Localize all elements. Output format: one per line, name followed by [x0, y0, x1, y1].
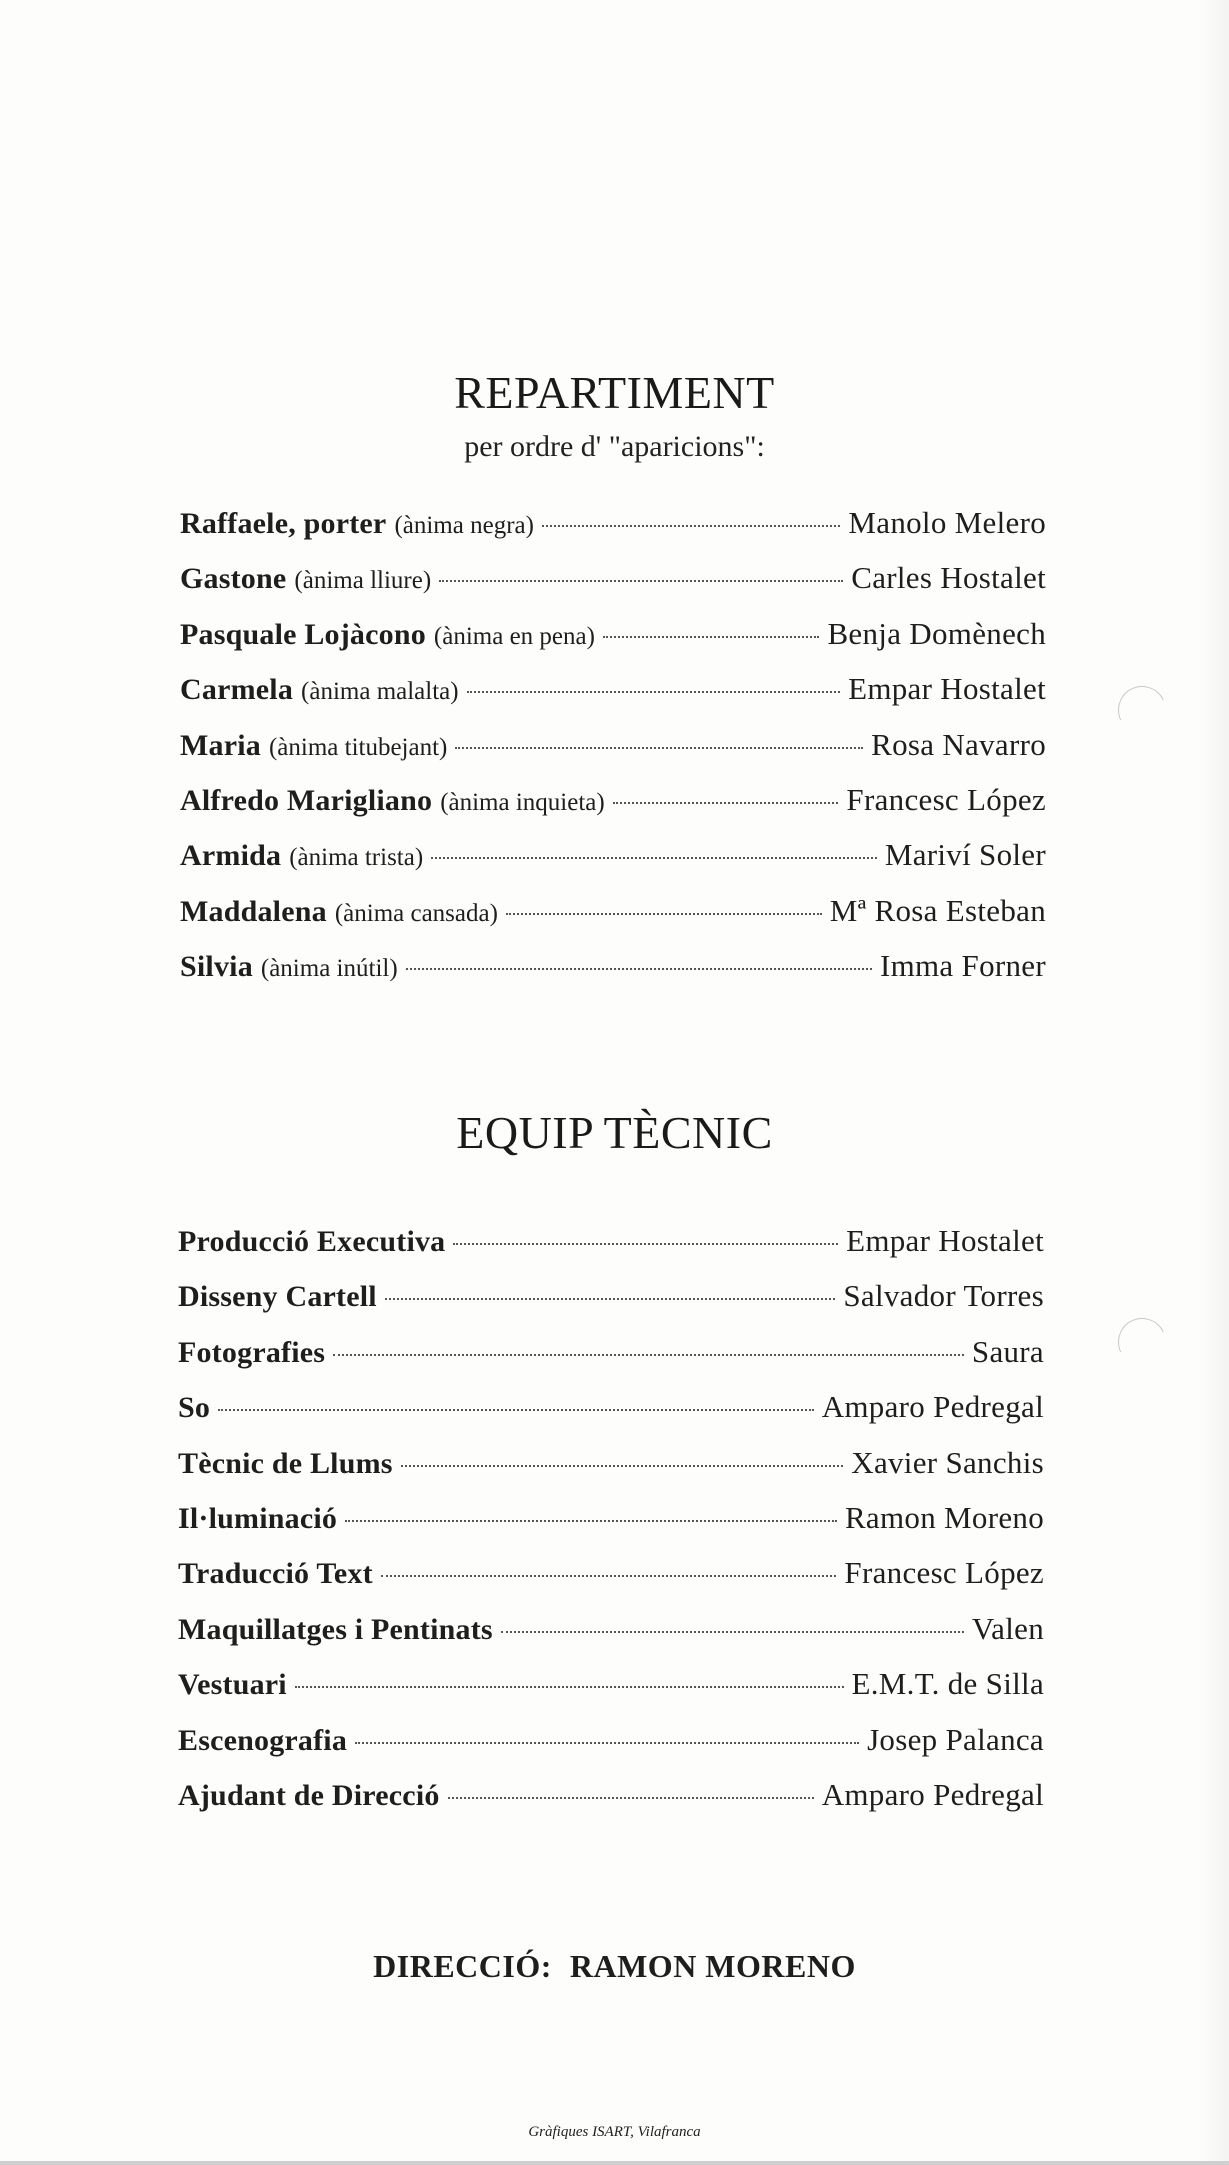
dot-leader — [603, 636, 820, 638]
actor-name: Francesc López — [846, 781, 1046, 817]
crew-row — [178, 1555, 1044, 1610]
cast-row — [180, 560, 1046, 615]
character-note: (ànima inútil) — [260, 955, 398, 983]
character-name: Maria — [180, 728, 261, 762]
actor-name: Mª Rosa Esteban — [829, 892, 1046, 928]
dot-leader — [455, 747, 863, 749]
cast-row — [180, 671, 1046, 726]
actor-name: Empar Hostalet — [848, 671, 1046, 707]
crew-role: Escenografia — [178, 1723, 348, 1757]
crew-list — [178, 1223, 1044, 1832]
crew-row — [178, 1777, 1044, 1832]
cast-list — [180, 505, 1046, 1004]
crew-row — [178, 1389, 1044, 1444]
dot-leader — [385, 1298, 836, 1300]
dot-leader — [355, 1742, 859, 1744]
dot-leader — [439, 580, 843, 582]
dot-leader — [381, 1575, 837, 1577]
crew-row — [178, 1278, 1044, 1333]
cast-row — [180, 616, 1046, 671]
character-note: (ànima trista) — [289, 844, 424, 872]
dot-leader — [218, 1409, 814, 1411]
crew-name: Josep Palanca — [867, 1721, 1044, 1757]
cast-row — [180, 893, 1046, 948]
dot-leader — [345, 1520, 837, 1522]
crew-role: Il·luminació — [178, 1501, 338, 1535]
dot-leader — [406, 968, 872, 970]
cast-row — [180, 782, 1046, 837]
dot-leader — [333, 1354, 964, 1356]
punch-hole-mark — [1111, 679, 1173, 741]
crew-name: E.M.T. de Silla — [851, 1666, 1044, 1702]
page-edge-shadow — [1199, 0, 1229, 2165]
dot-leader — [448, 1797, 814, 1799]
crew-name: Saura — [971, 1333, 1044, 1369]
character-note: (ànima malalta) — [301, 678, 459, 706]
character-name: Alfredo Marigliano — [180, 783, 433, 817]
dot-leader — [542, 525, 840, 527]
crew-row — [178, 1445, 1044, 1500]
actor-name: Mariví Soler — [884, 837, 1046, 873]
dot-leader — [453, 1243, 838, 1245]
character-name: Raffaele, porter — [180, 507, 387, 540]
crew-role: Tècnic de Llums — [178, 1446, 393, 1480]
crew-role: Producció Executiva — [178, 1225, 446, 1258]
page-bottom-edge — [0, 2161, 1229, 2165]
dot-leader — [401, 1465, 844, 1467]
actor-name: Carles Hostalet — [851, 560, 1046, 596]
printer-credit: Gràfiques ISART, Vilafranca — [528, 2124, 701, 2140]
character-name: Pasquale Lojàcono — [180, 617, 426, 651]
direction-credit — [0, 1948, 1229, 1985]
dot-leader — [431, 857, 877, 859]
crew-row — [178, 1334, 1044, 1389]
character-name: Maddalena — [180, 894, 327, 928]
crew-name: Empar Hostalet — [846, 1223, 1044, 1258]
character-name: Gastone — [180, 562, 287, 596]
equip-tecnic-title: EQUIP TÈCNIC — [456, 1107, 773, 1158]
crew-row — [178, 1223, 1044, 1278]
cast-row — [180, 948, 1046, 1003]
crew-name: Salvador Torres — [843, 1278, 1044, 1314]
crew-row — [178, 1611, 1044, 1666]
crew-name: Valen — [971, 1610, 1044, 1646]
dot-leader — [506, 913, 822, 915]
crew-role: Vestuari — [178, 1668, 287, 1702]
character-note: (ànima inquieta) — [440, 788, 605, 816]
crew-role: Maquillatges i Pentinats — [178, 1612, 493, 1646]
character-note: (ànima titubejant) — [268, 733, 448, 761]
character-name: Silvia — [180, 950, 253, 984]
actor-name: Imma Forner — [879, 948, 1046, 984]
character-note: (ànima negra) — [394, 512, 534, 539]
dot-leader — [613, 802, 839, 804]
crew-name: Amparo Pedregal — [821, 1776, 1044, 1812]
dot-leader — [501, 1631, 964, 1633]
character-note: (ànima lliure) — [294, 567, 432, 595]
repartiment-subtitle: per ordre d' "aparicions": — [464, 430, 765, 463]
crew-name: Francesc López — [844, 1555, 1044, 1591]
crew-role: Disseny Cartell — [178, 1280, 377, 1314]
crew-name: Xavier Sanchis — [851, 1444, 1044, 1480]
dot-leader — [467, 691, 841, 693]
crew-role: Traducció Text — [178, 1557, 373, 1591]
character-name: Armida — [180, 839, 282, 873]
actor-name: Benja Domènech — [827, 615, 1046, 651]
crew-row — [178, 1500, 1044, 1555]
cast-row — [180, 505, 1046, 560]
character-note: (ànima cansada) — [334, 899, 498, 927]
cast-row — [180, 837, 1046, 892]
crew-name: Ramon Moreno — [844, 1499, 1044, 1535]
repartiment-title: REPARTIMENT — [454, 367, 775, 418]
crew-row — [178, 1722, 1044, 1777]
dot-leader — [295, 1686, 844, 1688]
cast-row — [180, 727, 1046, 782]
direction-label: DIRECCIÓ: — [373, 1948, 552, 1984]
crew-role: So — [178, 1391, 211, 1425]
crew-role: Fotografies — [178, 1335, 326, 1369]
actor-name: Manolo Melero — [848, 505, 1046, 540]
crew-role: Ajudant de Direcció — [178, 1778, 440, 1812]
punch-hole-mark — [1111, 1311, 1173, 1373]
character-name: Carmela — [180, 673, 294, 707]
crew-row — [178, 1666, 1044, 1721]
director-name: RAMON MORENO — [569, 1948, 856, 1984]
actor-name: Rosa Navarro — [871, 726, 1046, 762]
crew-name: Amparo Pedregal — [821, 1389, 1044, 1425]
character-note: (ànima en pena) — [433, 622, 595, 650]
